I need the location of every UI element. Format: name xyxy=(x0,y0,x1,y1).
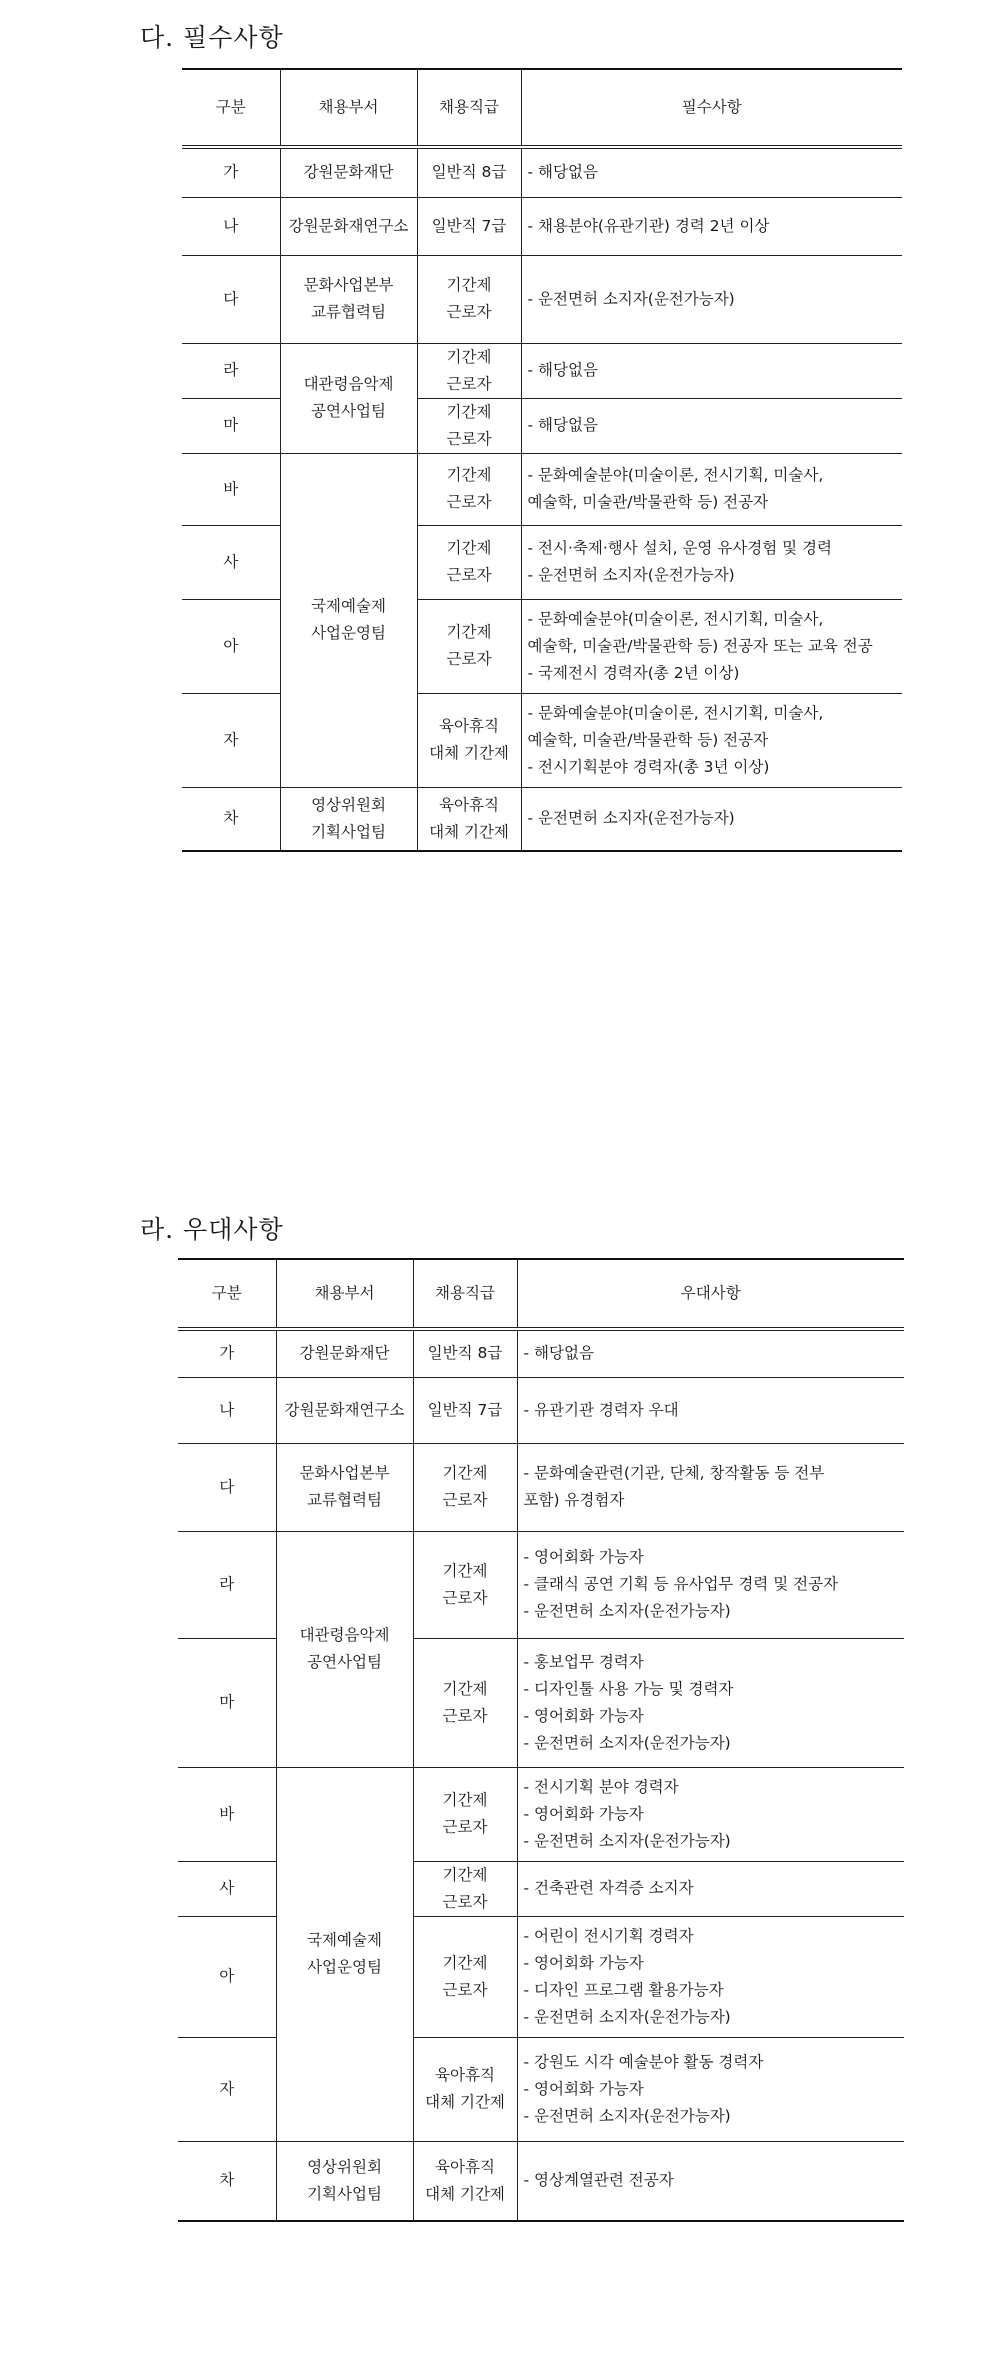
requirement-line: - 문화예술관련(기관, 단체, 창작활동 등 전부 xyxy=(523,1464,825,1482)
requirement-line: - 운전면허 소지자(운전가능자) xyxy=(527,566,735,584)
department-cell xyxy=(276,1329,413,1377)
category-cell: 아 xyxy=(182,599,280,693)
requirement-line: - 영어회화 가능자 xyxy=(523,1706,644,1725)
requirement-line: - 영어회화 가능자 xyxy=(523,2079,644,2098)
table-row xyxy=(182,147,902,197)
grade-line: 일반직 7급 xyxy=(431,216,507,235)
department-cell xyxy=(276,1531,413,1767)
requirement-line: - 운전면허 소지자(운전가능자) xyxy=(523,2106,731,2125)
requirement-line: - 해당없음 xyxy=(523,1344,594,1363)
grade-line: 대체 기간제 xyxy=(429,822,509,841)
requirement-cell xyxy=(517,1377,904,1443)
category-cell: 나 xyxy=(182,197,280,255)
grade-line: 기간제 xyxy=(446,402,492,421)
grade-line: 기간제 xyxy=(442,1561,488,1580)
section-title-preferred: 라. 우대사항 xyxy=(140,1215,284,1244)
grade-line: 근로자 xyxy=(446,650,492,668)
grade-cell xyxy=(413,1531,517,1638)
requirement-cell xyxy=(517,2141,904,2221)
table-row xyxy=(178,1377,904,1443)
grade-line: 근로자 xyxy=(442,1980,488,1999)
header-grade: 채용직급 xyxy=(417,69,521,147)
grade-cell xyxy=(413,1377,517,1443)
department-line: 영상위원회 xyxy=(311,795,386,814)
grade-cell xyxy=(413,1443,517,1531)
header-requirements: 우대사항 xyxy=(517,1259,904,1329)
department-line: 교류협력팀 xyxy=(311,303,386,321)
requirement-line: - 강원도 시각 예술분야 활동 경력자 xyxy=(523,2052,764,2071)
requirement-cell xyxy=(521,197,902,255)
grade-line: 근로자 xyxy=(446,493,492,511)
requirement-line: - 운전면허 소지자(운전가능자) xyxy=(527,289,735,308)
grade-cell xyxy=(417,255,521,343)
department-cell xyxy=(280,343,417,453)
section-title-required: 다. 필수사항 xyxy=(140,23,284,52)
header-grade: 채용직급 xyxy=(413,1259,517,1329)
category-cell: 차 xyxy=(178,2141,276,2221)
requirement-line: - 디자인툴 사용 가능 및 경력자 xyxy=(523,1679,734,1698)
grade-cell xyxy=(417,197,521,255)
requirement-line: - 운전면허 소지자(운전가능자) xyxy=(523,1733,731,1752)
grade-line: 육아휴직 xyxy=(439,795,499,814)
grade-line: 기간제 xyxy=(446,623,492,641)
requirement-line: - 어린이 전시기획 경력자 xyxy=(523,1926,694,1945)
requirement-line: - 해당없음 xyxy=(527,163,598,182)
department-line: 강원문화재단 xyxy=(303,163,394,182)
requirement-cell xyxy=(521,453,902,525)
requirement-cell xyxy=(521,147,902,197)
department-cell xyxy=(280,453,417,787)
table-row xyxy=(182,255,902,343)
requirement-line: - 영어회화 가능자 xyxy=(523,1804,644,1823)
grade-line: 기간제 xyxy=(442,1679,488,1698)
grade-line: 기간제 xyxy=(442,1464,488,1482)
category-cell: 바 xyxy=(178,1767,276,1861)
grade-cell xyxy=(417,787,521,851)
grade-line: 근로자 xyxy=(442,1892,488,1911)
requirement-line: 예술학, 미술관/박물관학 등) 전공자 xyxy=(527,493,769,511)
category-cell: 라 xyxy=(182,343,280,398)
department-line: 문화사업본부 xyxy=(303,276,394,294)
department-line: 영상위원회 xyxy=(307,2157,382,2176)
department-line: 공연사업팀 xyxy=(307,1653,382,1671)
grade-cell xyxy=(413,1916,517,2037)
requirement-line: - 전시기획 분야 경력자 xyxy=(523,1777,679,1796)
department-cell xyxy=(280,147,417,197)
requirement-line: - 디자인 프로그램 활용가능자 xyxy=(523,1980,724,1999)
table-row xyxy=(178,1329,904,1377)
grade-cell xyxy=(413,1329,517,1377)
grade-cell xyxy=(413,2037,517,2141)
department-line: 기획사업팀 xyxy=(311,822,386,841)
requirement-cell xyxy=(521,693,902,787)
department-line: 사업운영팀 xyxy=(311,624,386,642)
department-line: 사업운영팀 xyxy=(307,1958,382,1976)
department-line: 강원문화재단 xyxy=(299,1344,390,1363)
department-line: 강원문화재연구소 xyxy=(288,216,409,235)
department-line: 문화사업본부 xyxy=(299,1464,390,1482)
department-line: 대관령음악제 xyxy=(299,1626,390,1644)
grade-line: 근로자 xyxy=(442,1706,488,1725)
department-cell xyxy=(276,1767,413,2141)
grade-line: 육아휴직 xyxy=(439,717,499,735)
department-line: 국제예술제 xyxy=(311,597,386,615)
requirement-line: - 해당없음 xyxy=(527,361,598,379)
requirement-cell xyxy=(521,343,902,398)
requirement-cell xyxy=(521,525,902,599)
grade-cell xyxy=(413,2141,517,2221)
grade-line: 일반직 8급 xyxy=(431,163,507,182)
grade-line: 대체 기간제 xyxy=(429,744,509,762)
requirement-line: - 영상계열관련 전공자 xyxy=(523,2171,674,2190)
requirement-cell xyxy=(521,398,902,453)
table-row xyxy=(182,197,902,255)
grade-line: 근로자 xyxy=(446,374,492,393)
table-row xyxy=(178,1767,904,1861)
header-category: 구분 xyxy=(178,1259,276,1329)
department-line: 기획사업팀 xyxy=(307,2184,382,2203)
requirement-cell xyxy=(517,1531,904,1638)
table-row xyxy=(182,343,902,398)
grade-line: 기간제 xyxy=(446,466,492,484)
grade-line: 일반직 8급 xyxy=(427,1344,503,1363)
grade-line: 기간제 xyxy=(446,539,492,557)
preferred-qualifications-table xyxy=(178,1258,904,2222)
requirement-line: - 유관기관 경력자 우대 xyxy=(523,1400,679,1419)
requirement-line: - 운전면허 소지자(운전가능자) xyxy=(523,1831,731,1850)
grade-cell xyxy=(413,1861,517,1916)
table-row xyxy=(182,787,902,851)
requirement-line: 예술학, 미술관/박물관학 등) 전공자 xyxy=(527,730,769,749)
requirement-cell xyxy=(517,1767,904,1861)
category-cell: 자 xyxy=(182,693,280,787)
header-department: 채용부서 xyxy=(276,1259,413,1329)
department-cell xyxy=(280,255,417,343)
requirement-line: - 문화예술분야(미술이론, 전시기획, 미술사, xyxy=(527,609,824,628)
requirement-cell xyxy=(517,1916,904,2037)
grade-cell xyxy=(413,1767,517,1861)
grade-line: 육아휴직 xyxy=(435,2157,495,2176)
grade-line: 대체 기간제 xyxy=(425,2184,505,2203)
department-line: 국제예술제 xyxy=(307,1931,382,1949)
requirement-line: - 문화예술분야(미술이론, 전시기획, 미술사, xyxy=(527,466,824,484)
department-line: 교류협력팀 xyxy=(307,1491,382,1509)
category-cell: 다 xyxy=(182,255,280,343)
grade-line: 근로자 xyxy=(446,429,492,448)
category-cell: 가 xyxy=(182,147,280,197)
requirement-cell xyxy=(517,1861,904,1916)
grade-cell xyxy=(417,147,521,197)
table-header-row xyxy=(182,69,902,147)
requirement-line: - 문화예술분야(미술이론, 전시기획, 미술사, xyxy=(527,703,824,722)
department-cell xyxy=(276,2141,413,2221)
table-header-row xyxy=(178,1259,904,1329)
grade-cell xyxy=(417,398,521,453)
requirement-line: - 영어회화 가능자 xyxy=(523,1548,644,1566)
department-line: 강원문화재연구소 xyxy=(284,1400,405,1419)
category-cell: 가 xyxy=(178,1329,276,1377)
department-cell xyxy=(280,787,417,851)
grade-cell xyxy=(417,599,521,693)
grade-line: 기간제 xyxy=(446,347,492,366)
requirement-line: - 운전면허 소지자(운전가능자) xyxy=(523,1602,731,1620)
header-category: 구분 xyxy=(182,69,280,147)
requirement-cell xyxy=(517,2037,904,2141)
category-cell: 사 xyxy=(178,1861,276,1916)
required-qualifications-table xyxy=(182,68,902,852)
grade-cell xyxy=(417,525,521,599)
category-cell: 마 xyxy=(178,1638,276,1767)
requirement-line: - 운전면허 소지자(운전가능자) xyxy=(523,2007,731,2026)
requirement-line: - 건축관련 자격증 소지자 xyxy=(523,1879,694,1897)
grade-line: 기간제 xyxy=(442,1865,488,1884)
grade-line: 근로자 xyxy=(442,1818,488,1836)
grade-line: 근로자 xyxy=(446,303,492,321)
requirement-line: - 채용분야(유관기관) 경력 2년 이상 xyxy=(527,216,770,235)
grade-cell xyxy=(417,453,521,525)
category-cell: 나 xyxy=(178,1377,276,1443)
category-cell: 차 xyxy=(182,787,280,851)
grade-line: 근로자 xyxy=(446,566,492,584)
grade-line: 근로자 xyxy=(442,1491,488,1509)
requirement-cell xyxy=(517,1443,904,1531)
requirement-cell xyxy=(521,787,902,851)
requirement-cell xyxy=(517,1329,904,1377)
department-line: 공연사업팀 xyxy=(311,402,386,420)
grade-line: 육아휴직 xyxy=(435,2066,495,2084)
grade-line: 근로자 xyxy=(442,1588,488,1607)
table-row xyxy=(178,1443,904,1531)
category-cell: 다 xyxy=(178,1443,276,1531)
requirement-line: 예술학, 미술관/박물관학 등) 전공자 또는 교육 전공 xyxy=(527,636,873,655)
requirement-cell xyxy=(521,599,902,693)
requirement-line: - 해당없음 xyxy=(527,416,598,434)
category-cell: 라 xyxy=(178,1531,276,1638)
department-cell xyxy=(276,1377,413,1443)
grade-line: 기간제 xyxy=(446,276,492,294)
requirement-line: - 영어회화 가능자 xyxy=(523,1953,644,1972)
category-cell: 아 xyxy=(178,1916,276,2037)
grade-cell xyxy=(417,343,521,398)
requirement-line: - 국제전시 경력자(총 2년 이상) xyxy=(527,663,740,682)
department-cell xyxy=(276,1443,413,1531)
requirement-line: - 전시기획분야 경력자(총 3년 이상) xyxy=(527,757,770,776)
grade-cell xyxy=(413,1638,517,1767)
grade-line: 기간제 xyxy=(442,1953,488,1972)
requirement-line: - 클래식 공연 기획 등 유사업무 경력 및 전공자 xyxy=(523,1575,839,1593)
requirement-line: - 전시·축제·행사 설치, 운영 유사경험 및 경력 xyxy=(527,539,832,557)
requirement-cell xyxy=(521,255,902,343)
table-row xyxy=(178,1531,904,1638)
header-requirements: 필수사항 xyxy=(521,69,902,147)
category-cell: 자 xyxy=(178,2037,276,2141)
requirement-line: - 홍보업무 경력자 xyxy=(523,1652,644,1671)
grade-line: 대체 기간제 xyxy=(425,2093,505,2111)
header-department: 채용부서 xyxy=(280,69,417,147)
requirement-line: 포함) 유경험자 xyxy=(523,1491,625,1509)
category-cell: 사 xyxy=(182,525,280,599)
requirement-line: - 운전면허 소지자(운전가능자) xyxy=(527,809,735,828)
table-row xyxy=(182,453,902,525)
category-cell: 바 xyxy=(182,453,280,525)
grade-line: 기간제 xyxy=(442,1791,488,1809)
requirement-cell xyxy=(517,1638,904,1767)
grade-cell xyxy=(417,693,521,787)
table-row xyxy=(178,2141,904,2221)
department-line: 대관령음악제 xyxy=(303,375,394,393)
department-cell xyxy=(280,197,417,255)
category-cell: 마 xyxy=(182,398,280,453)
grade-line: 일반직 7급 xyxy=(427,1400,503,1419)
